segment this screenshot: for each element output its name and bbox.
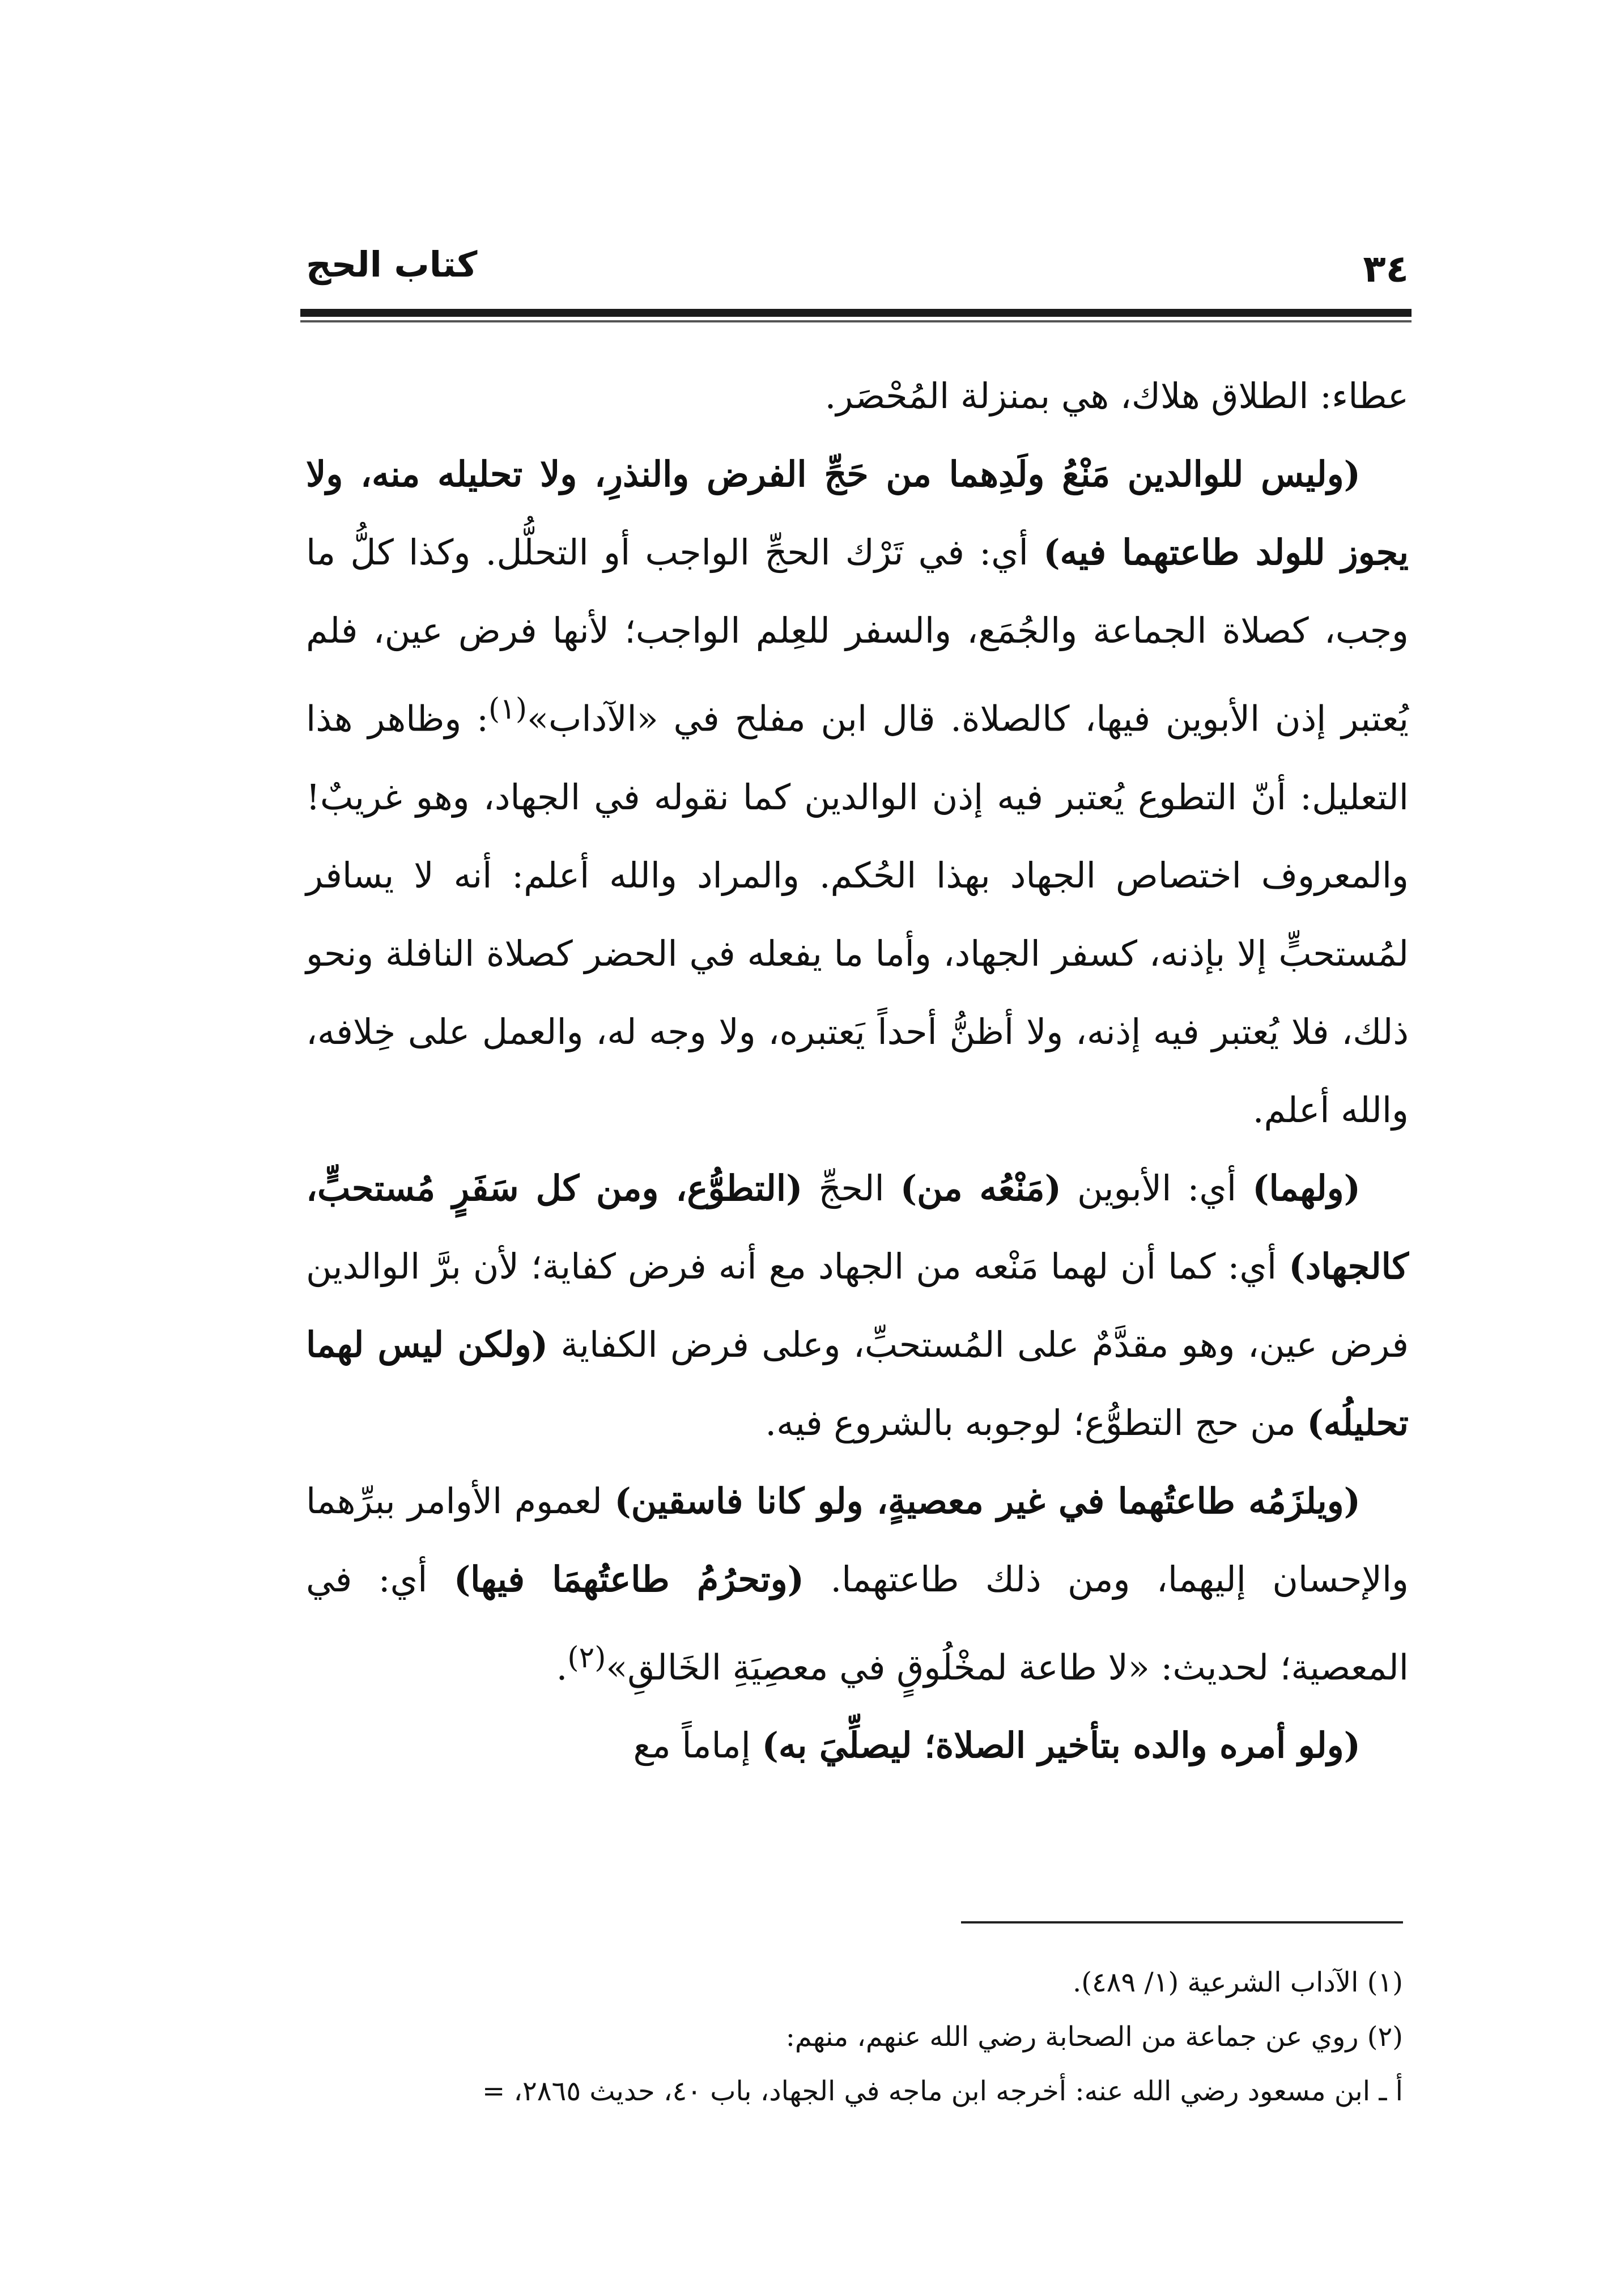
paragraph-1	[306, 357, 1409, 435]
sharh-text: أي: في المعصية؛ لحديث: «لا طاعة لمخْلُوقٍ في معصِيَةِ الخَالقِ»	[306, 1558, 1409, 1688]
paragraph-3	[306, 1149, 1409, 1462]
matn-text: (ولهما)	[1252, 1167, 1361, 1209]
footnote-3: أ ـ ابن مسعود رضي الله عنه: أخرجه ابن ماجه في الجهاد، باب ٤٠، حديث ٢٨٦٥، =	[482, 2075, 1403, 2107]
sharh-text: أي: كما أن لهما مَنْعه من الجهاد مع أنه فرض كفاية؛ لأن برَّ الوالدين فرض عين، وهو مقدَّمٌ على المُستحبِّ، وعلى فرض الكفاية	[306, 1245, 1409, 1365]
matn-text: (وتحرُمُ طاعتُهمَا فيها)	[453, 1558, 805, 1600]
sharh-text: : وظاهر هذا التعليل: أنّ التطوع يُعتبر فيه إذن الوالدين كما نقوله في الجهاد، وهو غريبٌ! والمعروف اختصاص الجهاد بهذا الحُكم. والمراد والله أعلم: أنه لا يسافر لمُستحبٍّ إلا بإذنه، كسفر الجهاد، وأما ما يفعله في الحضر كصلاة النافلة ونحو ذلك، فلا يُعتبر فيه إذنه، ولا أظنُّ أحداً يَعتبره، ولا وجه له، والعمل على خِلافه، والله أعلم.	[306, 698, 1409, 1131]
matn-text: (ولكن ليس لهما تحليلُه)	[306, 1323, 1409, 1443]
page-number: ٣٤	[1363, 247, 1409, 291]
sharh-text: لعموم الأوامر ببرِّهما والإحسان إليهما، ومن ذلك طاعتهما.	[306, 1480, 1409, 1600]
footnote-ref-2[interactable]: (٢)	[567, 1640, 606, 1675]
book-title: كتاب الحج	[306, 244, 478, 285]
header-rule	[300, 309, 1412, 317]
matn-text: (وليس للوالدين مَنْعُ ولَدِهما من حَجِّ الفرض والنذرِ، ولا تحليله منه، ولا يجوز للولد طاعتهما فيه)	[306, 453, 1409, 573]
paragraph-5	[306, 1706, 1409, 1785]
footnote-rule	[961, 1921, 1403, 1923]
sharh-text: أي: في تَرْك الحجِّ الواجب أو التحلُّل. وكذا كلُّ ما وجب، كصلاة الجماعة والجُمَع، والسفر للعِلم الواجب؛ لأنها فرض عين، فلم يُعتبر إذن الأبوين فيها، كالصلاة. قال ابن مفلح في «الآداب»	[306, 532, 1409, 740]
paragraph-2	[306, 435, 1409, 1149]
sharh-text: الحجِّ	[802, 1167, 900, 1209]
paragraph-1-text: عطاء: الطلاق هلاك، هي بمنزلة المُحْصَر.	[824, 375, 1409, 417]
paragraph-4	[306, 1462, 1409, 1707]
sharh-text: إماماً مع	[633, 1725, 762, 1767]
footnote-ref-1[interactable]: (١)	[488, 692, 528, 726]
main-text	[306, 357, 1409, 1785]
sharh-text: من حج التطوُّع؛ لوجوبه بالشروع فيه.	[765, 1402, 1307, 1443]
running-head	[306, 244, 1409, 306]
sharh-text: .	[556, 1646, 568, 1688]
matn-text: (ولو أمره والده بتأخير الصلاة؛ ليصلِّيَ به)	[762, 1725, 1361, 1767]
footnote-2: (٢) روي عن جماعة من الصحابة رضي الله عنهم، منهم:	[785, 2021, 1403, 2053]
sharh-text: أي: الأبوين	[1061, 1167, 1253, 1209]
matn-text: (التطوُّع، ومن كل سَفَرٍ مُستحبٍّ، كالجهاد)	[306, 1167, 1409, 1287]
header-rule-thin	[300, 320, 1412, 322]
footnotes	[306, 1955, 1403, 2118]
matn-text: (ويلزَمُه طاعتُهما في غير معصيةٍ، ولو كانا فاسقين)	[614, 1480, 1361, 1522]
footnote-1: (١) الآداب الشرعية (١/ ٤٨٩).	[1072, 1967, 1403, 1998]
matn-text: (مَنْعُه من)	[900, 1167, 1061, 1209]
